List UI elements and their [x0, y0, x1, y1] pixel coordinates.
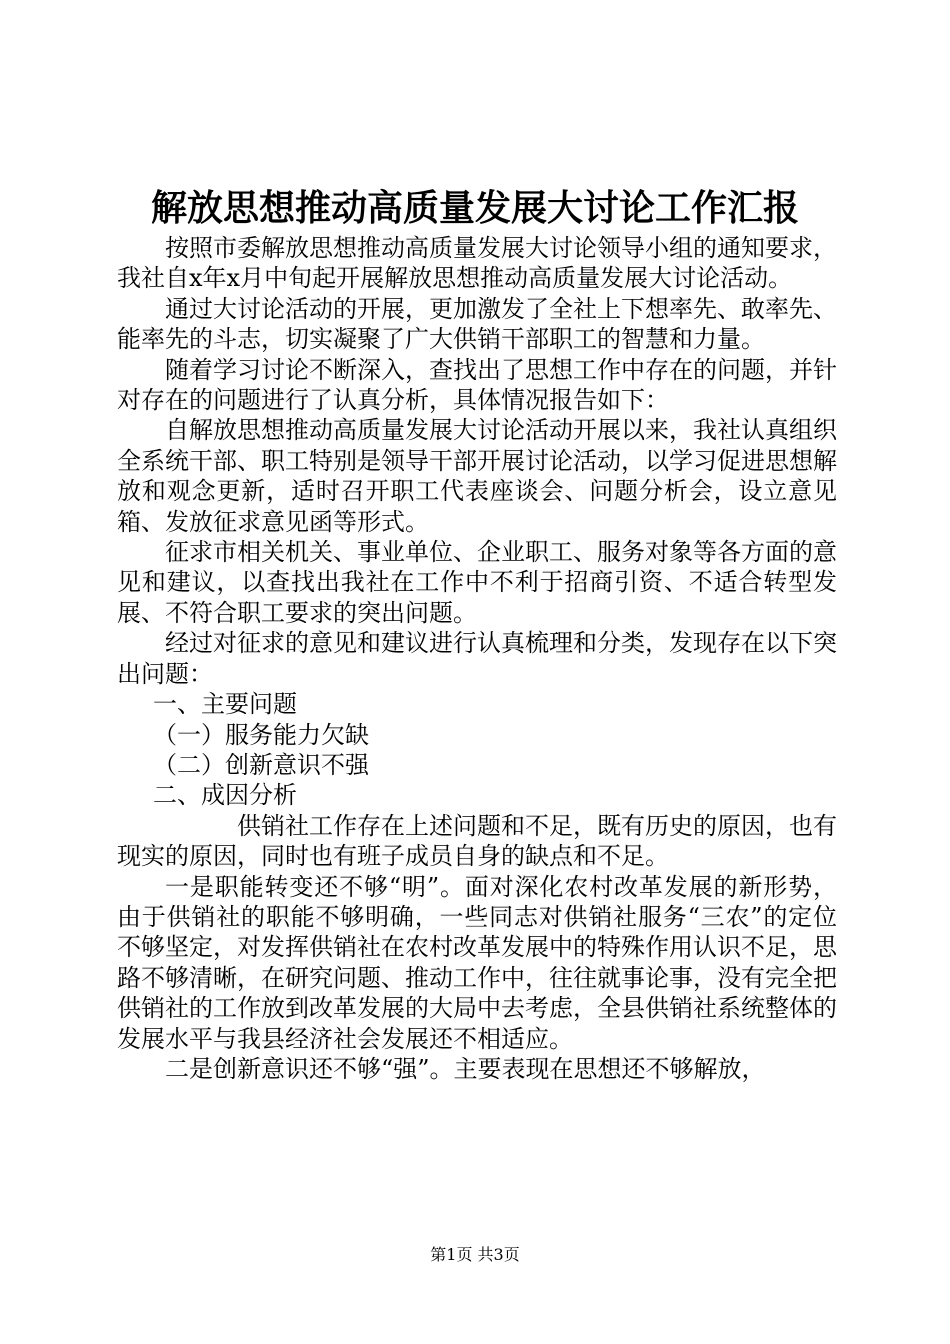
- paragraph: 二是创新意识还不够“强”。主要表现在思想还不够解放，: [165, 1054, 766, 1083]
- paragraph: 征求市相关机关、事业单位、企业职工、服务对象等各方面的意见和建议，以查找出我社在工作中不利于招商引资、不适合转型发展、不符合职工要求的突出问题。: [117, 538, 837, 627]
- document-body: [117, 233, 837, 1084]
- document-title: 解放思想推动高质量发展大讨论工作汇报: [150, 187, 799, 229]
- subsection-heading-innovation: （二）创新意识不强: [153, 750, 369, 779]
- section-heading-cause-analysis: 二、成因分析: [153, 781, 297, 810]
- section-heading-main-problems: 一、主要问题: [153, 690, 297, 719]
- paragraph: 随着学习讨论不断深入，查找出了思想工作中存在的问题，并针对存在的问题进行了认真分析，具体情况报告如下：: [117, 355, 837, 415]
- page-footer: 第1页 共3页: [430, 1245, 520, 1264]
- paragraph: 经过对征求的意见和建议进行认真梳理和分类，发现存在以下突出问题：: [117, 629, 837, 688]
- paragraph: 通过大讨论活动的开展，更加激发了全社上下想率先、敢率先、能率先的斗志，切实凝聚了广大供销干部职工的智慧和力量。: [117, 294, 837, 354]
- paragraph: 供销社工作存在上述问题和不足，既有历史的原因，也有现实的原因，同时也有班子成员自身的缺点和不足。: [117, 811, 837, 871]
- paragraph: 按照市委解放思想推动高质量发展大讨论领导小组的通知要求，我社自x年x月中旬起开展解放思想推动高质量发展大讨论活动。: [117, 234, 837, 293]
- paragraph: 自解放思想推动高质量发展大讨论活动开展以来，我社认真组织全系统干部、职工特别是领导干部开展讨论活动，以学习促进思想解放和观念更新，适时召开职工代表座谈会、问题分析会，设立意见箱、发放征求意见函等形式。: [117, 416, 837, 536]
- paragraph: 一是职能转变还不够“明”。面对深化农村改革发展的新形势，由于供销社的职能不够明确，一些同志对供销社服务“三农”的定位不够坚定，对发挥供销社在农村改革发展中的特殊作用认识不足，思路不够清晰，在研究问题、推动工作中，往往就事论事，没有完全把供销社的工作放到改革发展的大局中去考虑，全县供销社系统整体的发展水平与我县经济社会发展还不相适应。: [117, 872, 837, 1053]
- subsection-heading-service: （一）服务能力欠缺: [153, 720, 369, 749]
